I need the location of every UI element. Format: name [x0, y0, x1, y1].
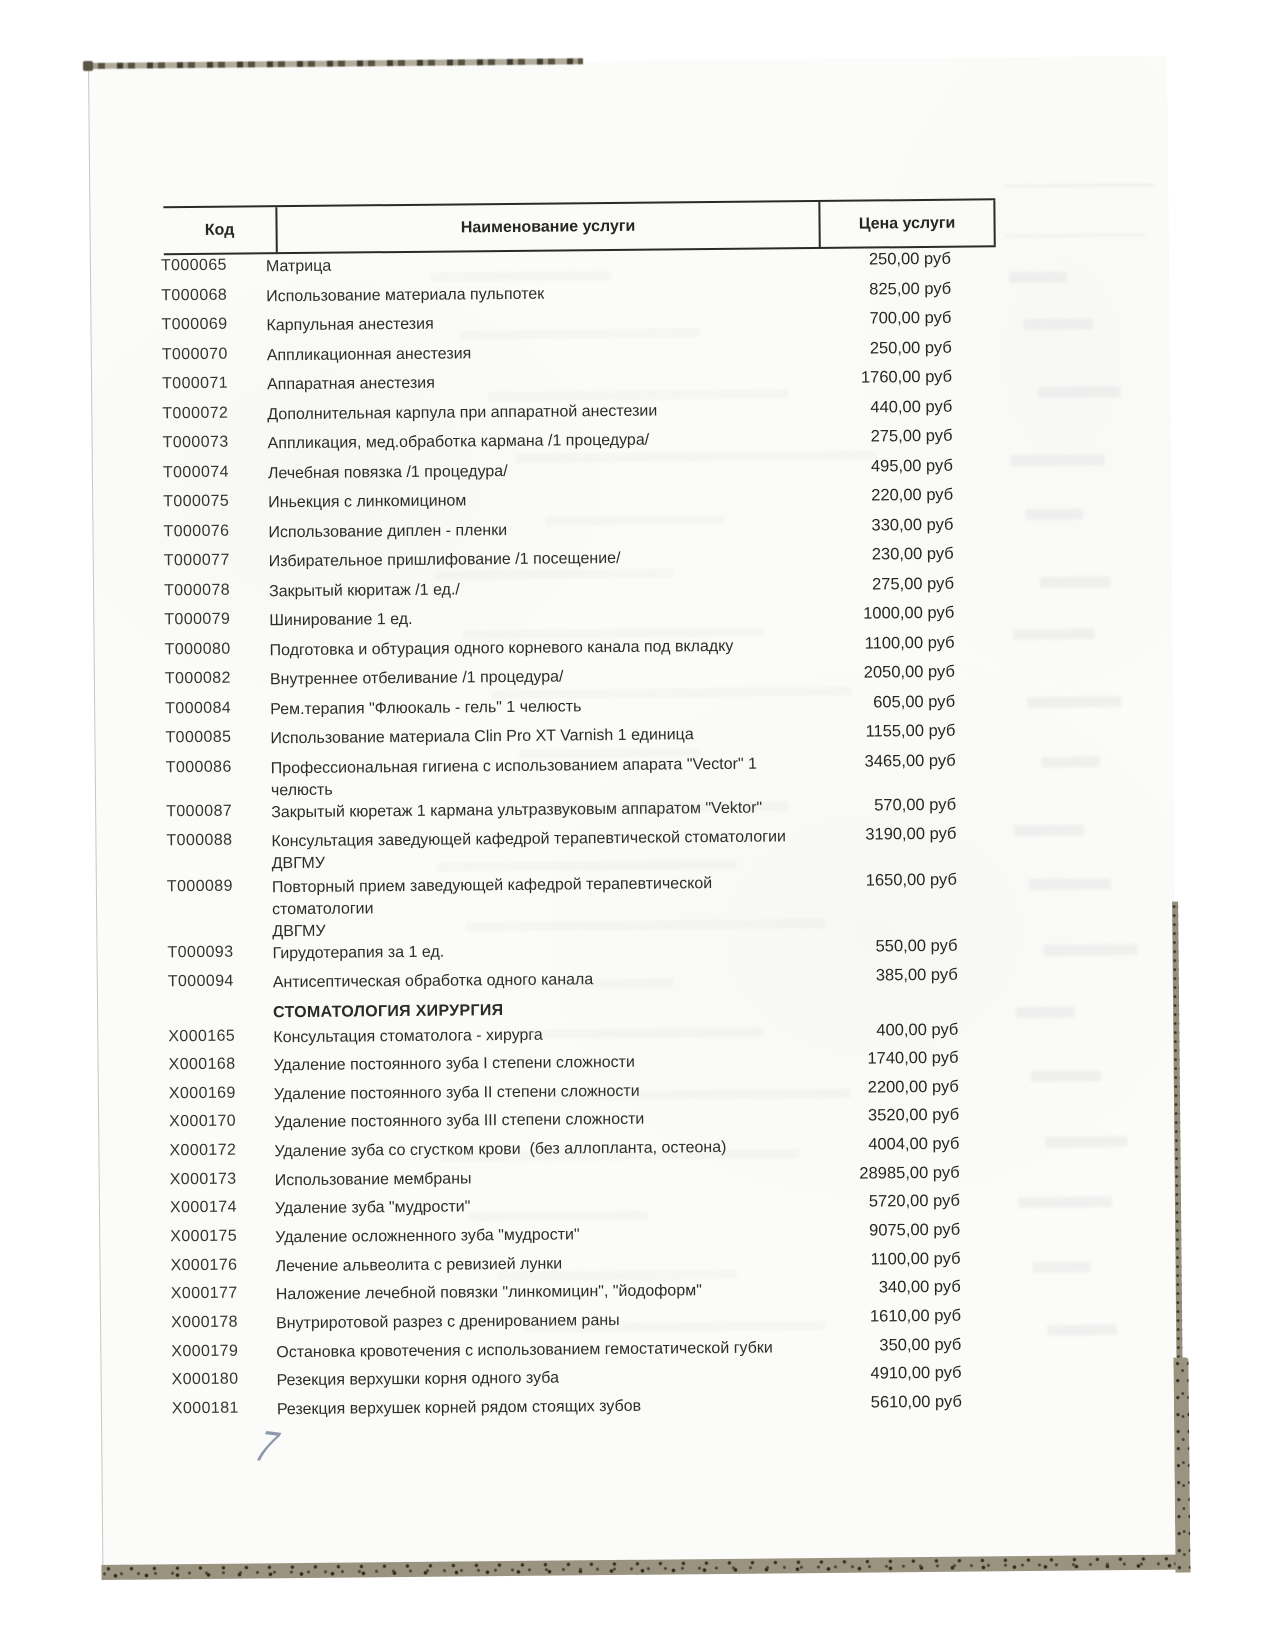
bleed-through-patch — [1042, 756, 1100, 768]
service-code: Т000086 — [165, 758, 232, 776]
service-code: Х000169 — [168, 1084, 236, 1103]
service-price: 350,00 руб — [879, 1335, 962, 1355]
service-price: 340,00 руб — [878, 1277, 961, 1297]
service-code: Т000074 — [162, 463, 229, 481]
service-code: Т000069 — [161, 315, 228, 334]
service-name: Повторный прием заведующей кафедрой терапевтической стоматологии ДВГМУ — [271, 874, 717, 940]
service-code: Т000085 — [165, 728, 232, 747]
service-name: Удаление зуба "мудрости" — [274, 1198, 471, 1218]
service-name: Матрица — [265, 257, 332, 276]
service-code: Т000093 — [167, 943, 234, 961]
service-price: 2050,00 руб — [863, 662, 955, 682]
service-name: Иньекция с линкомицином — [268, 492, 467, 512]
service-name: Закрытый кюритаж /1 ед./ — [268, 580, 460, 600]
service-price: 495,00 руб — [870, 456, 953, 476]
service-name: Рем.терапия "Флюокаль - гель" 1 челюсть — [270, 697, 582, 718]
service-price: 1740,00 руб — [867, 1048, 959, 1068]
service-name: Удаление постоянного зуба II степени сложности — [273, 1082, 640, 1104]
service-code: Х000172 — [169, 1141, 237, 1160]
service-name: Карпульная анестезия — [266, 315, 434, 335]
service-price: 700,00 руб — [869, 308, 952, 328]
bleed-through-patch — [1018, 1196, 1112, 1208]
service-price: 1155,00 руб — [865, 721, 956, 741]
service-code: Х000174 — [169, 1198, 237, 1217]
bleed-through-patch — [1011, 454, 1105, 466]
service-price: 385,00 руб — [875, 965, 958, 985]
service-code: Х000179 — [171, 1342, 239, 1360]
header-price-label: Цена услуги — [858, 214, 956, 233]
service-code: Т000077 — [163, 551, 230, 570]
service-code: Т000089 — [166, 877, 233, 895]
service-name: Внутриротовой разрез с дренированием раны — [275, 1311, 620, 1333]
service-price: 9075,00 руб — [869, 1220, 961, 1240]
service-name: Лечебная повязка /1 процедура/ — [267, 462, 508, 482]
service-name: Использование материала пульпотек — [266, 285, 545, 305]
service-code: Х000176 — [170, 1256, 238, 1274]
service-name: Резекция верхушек корней рядом стоящих зубов — [276, 1397, 642, 1419]
service-price: 230,00 руб — [871, 544, 954, 564]
service-name: Консультация заведующей кафедрой терапевтической стоматологии ДВГМУ — [271, 828, 787, 873]
service-code: Т000087 — [166, 802, 233, 820]
header-code-label: Код — [204, 221, 235, 239]
service-name: Наложение лечебной повязки "линкомицин", "йодоформ" — [275, 1282, 702, 1304]
service-code: Т000082 — [164, 669, 231, 688]
table-header — [163, 198, 995, 255]
service-price: 220,00 руб — [871, 485, 954, 505]
table-row — [97, 870, 1028, 945]
service-name: Удаление зуба со сгустком крови (без аллопланта, остеона) — [274, 1138, 727, 1161]
bleed-through-patch — [1040, 576, 1110, 588]
service-name: Закрытый кюретаж 1 кармана ультразвуковым аппаратом "Vektor" — [271, 799, 763, 821]
bleed-through-patch — [468, 1211, 648, 1222]
service-code: Х000173 — [169, 1170, 237, 1188]
service-name: Аппликация, мед.обработка кармана /1 процедура/ — [267, 431, 650, 453]
service-name: Удаление постоянного зуба I степени сложности — [273, 1053, 635, 1075]
service-code: Х000178 — [170, 1313, 239, 1332]
service-code: Т000075 — [163, 492, 230, 511]
service-price: 1650,00 руб — [865, 870, 957, 890]
service-name: Гирудотерапия за 1 ед. — [272, 943, 445, 962]
service-price: 400,00 руб — [876, 1020, 959, 1039]
bleed-through-patch — [1038, 386, 1120, 398]
service-code — [168, 1002, 273, 1003]
service-price: 440,00 руб — [870, 397, 953, 417]
service-code: Х000165 — [168, 1027, 236, 1045]
service-code: Х000181 — [171, 1399, 239, 1418]
service-price: 1610,00 руб — [869, 1306, 962, 1326]
service-code: Х000175 — [170, 1227, 238, 1246]
service-code: Х000170 — [169, 1113, 237, 1131]
service-code: Т000070 — [161, 345, 228, 363]
service-price: 28985,00 руб — [859, 1163, 960, 1183]
service-price: 3190,00 руб — [865, 824, 957, 844]
service-code: Т000068 — [161, 286, 228, 304]
bleed-through-patch — [1025, 508, 1083, 520]
service-price: 3520,00 руб — [867, 1106, 960, 1125]
table-body — [91, 249, 1032, 1429]
service-name: Избирательное пришлифование /1 посещение/ — [268, 549, 621, 571]
header-name-label: Наименование услуги — [460, 217, 636, 236]
service-code: Х000177 — [170, 1284, 238, 1303]
service-name: Внутреннее отбеливание /1 процедура/ — [269, 668, 564, 689]
handwritten-mark: 7 — [246, 1422, 287, 1472]
page-edge-bottom — [101, 1555, 1186, 1580]
header-cell-price — [818, 200, 995, 247]
service-code: Т000065 — [160, 256, 227, 275]
bleed-through-patch — [545, 515, 725, 526]
service-price: 5610,00 руб — [870, 1392, 962, 1412]
bleed-through-patch — [1014, 824, 1084, 836]
service-name: Консультация стоматолога - хирурга — [273, 1026, 543, 1046]
service-name: Удаление осложненного зуба "мудрости" — [275, 1226, 580, 1247]
service-code: Т000094 — [167, 972, 234, 991]
bleed-through-patch — [431, 271, 611, 282]
service-price: 1100,00 руб — [864, 633, 955, 653]
service-name: Подготовка и обтурация одного корневого канала под вкладку — [269, 637, 734, 659]
service-price: 570,00 руб — [874, 795, 957, 814]
service-name: Лечение альвеолита с ревизией лунки — [275, 1255, 563, 1275]
bleed-through-patch — [1043, 944, 1137, 956]
service-code: Т000072 — [162, 404, 229, 422]
service-name: Шинирование 1 ед. — [269, 610, 413, 630]
service-price: 1760,00 руб — [860, 367, 953, 387]
service-name: Использование мембраны — [274, 1170, 472, 1189]
service-price: 5720,00 руб — [868, 1192, 961, 1211]
service-code: Х000168 — [168, 1055, 236, 1074]
service-price: 4910,00 руб — [870, 1363, 962, 1383]
bleed-through-patch — [1027, 696, 1121, 708]
bleed-through-patch — [1006, 234, 1146, 237]
service-name: Удаление постоянного зуба III степени сложности — [274, 1111, 645, 1132]
bleed-through-patch — [1031, 1070, 1101, 1082]
service-name: Антисептическая обработка одного канала — [272, 971, 594, 992]
service-code: Т000076 — [163, 522, 230, 540]
service-price: 550,00 руб — [875, 936, 958, 955]
bleed-through-patch — [1045, 1136, 1127, 1148]
page-edge-top — [87, 58, 583, 69]
service-price: 250,00 руб — [868, 249, 951, 269]
service-code: Т000078 — [163, 581, 231, 599]
service-price: 250,00 руб — [869, 338, 952, 358]
bleed-through-patch — [1012, 628, 1094, 640]
service-code: Т000073 — [162, 433, 229, 452]
service-name: Остановка кровотечения с использованием гемостатической губки — [276, 1339, 773, 1361]
service-code: Т000079 — [164, 610, 231, 629]
scanned-page — [88, 56, 1181, 1576]
service-code: Т000084 — [165, 699, 232, 717]
service-code: Т000088 — [166, 831, 233, 850]
service-name: Резекция верхушки корня одного зуба — [276, 1369, 560, 1390]
section-title: СТОМАТОЛОГИЯ ХИРУРГИЯ — [273, 1001, 504, 1021]
bleed-through-patch — [1033, 1261, 1091, 1273]
service-price: 3465,00 руб — [864, 751, 956, 771]
service-price: 605,00 руб — [873, 692, 956, 711]
service-code: Т000080 — [164, 640, 231, 658]
bleed-through-patch — [1016, 1007, 1074, 1019]
service-name: Аппликационная анестезия — [266, 344, 472, 364]
service-price: 4004,00 руб — [868, 1134, 960, 1154]
header-cell-code — [163, 207, 275, 253]
bleed-through-patch — [1047, 1324, 1117, 1336]
service-price: 275,00 руб — [870, 426, 953, 446]
service-code: Х000180 — [171, 1370, 239, 1389]
bleed-through-patch — [494, 978, 674, 989]
header-cell-name — [275, 202, 818, 252]
service-name: Профессиональная гигиена с использованием апарата "Vector" 1 челюсть — [270, 755, 762, 799]
bleed-through-patch — [520, 748, 700, 759]
service-price: 330,00 руб — [871, 515, 954, 534]
service-price: 2200,00 руб — [867, 1077, 959, 1097]
service-price: 1000,00 руб — [863, 603, 955, 623]
page-edge-corner — [1173, 1357, 1190, 1572]
bleed-through-patch — [1005, 184, 1155, 187]
service-name: Аппаратная анестезия — [266, 374, 435, 394]
service-price: 275,00 руб — [871, 574, 955, 593]
service-name: Использование материала Clin Pro XT Varnish 1 единица — [270, 726, 694, 748]
bleed-through-patch — [1009, 272, 1067, 284]
service-price: 1100,00 руб — [870, 1249, 961, 1269]
bleed-through-patch — [1029, 878, 1111, 890]
service-code: Т000071 — [161, 374, 229, 393]
service-name: Использование диплен - пленки — [268, 521, 508, 541]
bleed-through-patch — [1023, 318, 1093, 330]
service-name: Дополнительная карпула при аппаратной анестезии — [267, 402, 658, 423]
service-price: 825,00 руб — [869, 279, 952, 299]
